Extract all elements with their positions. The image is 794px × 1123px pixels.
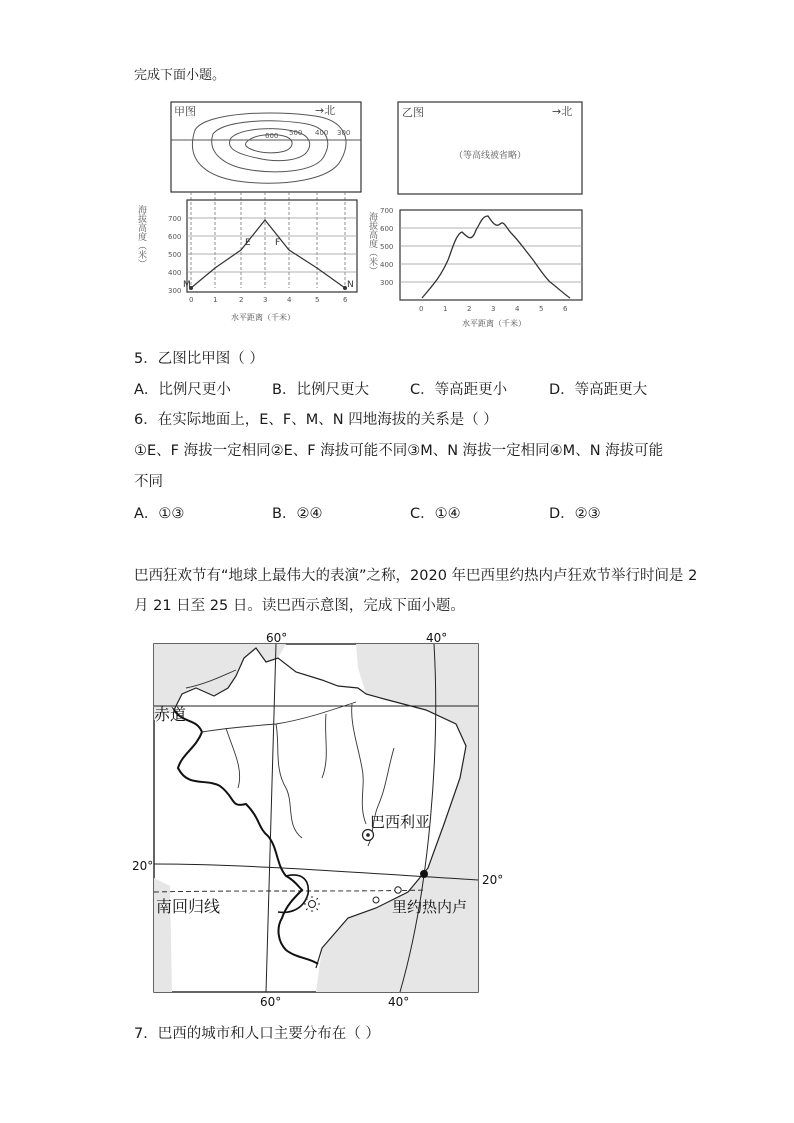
q6-stem: 6．在实际地面上，E、F、M、N 四地海拔的关系是（ ） (134, 412, 498, 428)
intersection-dot (420, 870, 428, 878)
figure-jia-svg (165, 100, 365, 332)
equator-label: 赤道 (154, 705, 187, 724)
x-tick: 0 (419, 305, 424, 313)
q5-option-d[interactable]: D．等高距更大 (549, 382, 648, 398)
q5-option-c[interactable]: C．等高距更小 (410, 382, 508, 398)
y-tick: 500 (380, 243, 394, 251)
figure-jia (165, 100, 365, 332)
figure-title: 甲图 (174, 105, 196, 118)
figure-yi-svg (370, 100, 590, 332)
q6-option-d[interactable]: D．②③ (549, 506, 601, 522)
q6-body-line1: ①E、F 海拔一定相同②E、F 海拔可能不同③M、N 海拔一定相同④M、N 海拔可能 (134, 443, 664, 459)
x-axis-label: 水平距离（千米） (462, 319, 526, 328)
y-tick: 700 (380, 207, 394, 215)
lon-60-bottom: 60° (260, 995, 282, 1009)
point-f-label: F (275, 238, 281, 248)
lat-20-left: 20° (132, 859, 154, 873)
y-tick: 500 (168, 251, 182, 259)
intro-text: 完成下面小题。 (134, 68, 226, 83)
point-n-label: N (347, 280, 354, 290)
y-axis-label-jia: 海拔高度（米） (136, 205, 146, 268)
x-tick: 4 (287, 296, 292, 304)
y-tick: 600 (380, 225, 394, 233)
x-tick: 1 (443, 305, 448, 313)
x-tick: 0 (189, 296, 194, 304)
q5-stem: 5．乙图比甲图（ ） (134, 351, 264, 367)
tropic-label: 南回归线 (156, 897, 221, 916)
point-m-label: M (183, 280, 191, 290)
contour-label: 300 (337, 129, 351, 137)
q6-option-c[interactable]: C．①④ (410, 506, 461, 522)
y-tick: 300 (380, 279, 394, 287)
rio-label: 里约热内卢 (392, 898, 468, 916)
y-tick: 400 (380, 261, 394, 269)
q6-option-a[interactable]: A．①③ (134, 506, 185, 522)
rio-marker-icon (395, 887, 401, 893)
brazil-map (126, 628, 506, 1012)
lon-40-bottom: 40° (388, 995, 410, 1009)
y-tick: 300 (168, 287, 182, 295)
q6-body-line2: 不同 (134, 474, 163, 490)
brazil-intro-line2: 月 21 日至 25 日。读巴西示意图，完成下面小题。 (134, 598, 465, 614)
brazil-intro-line1: 巴西狂欢节有“地球上最伟大的表演”之称，2020 年巴西里约热内卢狂欢节举行时间是 2 (134, 568, 698, 584)
y-tick: 600 (168, 233, 182, 241)
city-marker-icon (373, 897, 379, 903)
lon-40-top: 40° (426, 631, 448, 645)
x-tick: 2 (467, 305, 472, 313)
q5-option-b[interactable]: B．比例尺更大 (272, 382, 369, 398)
x-tick: 1 (213, 296, 218, 304)
x-tick: 5 (539, 305, 544, 313)
x-axis-label: 水平距离（千米） (231, 313, 295, 322)
q7-stem: 7．巴西的城市和人口主要分布在（ ） (134, 1026, 380, 1042)
contour-label: 400 (315, 129, 329, 137)
y-tick: 400 (168, 269, 182, 277)
x-tick: 2 (239, 296, 244, 304)
lat-20-right: 20° (482, 873, 504, 887)
x-tick: 3 (491, 305, 496, 313)
figure-title: 乙图 (402, 106, 424, 119)
lon-60-top: 60° (266, 631, 288, 645)
contour-label: 500 (289, 129, 303, 137)
contour-300 (192, 113, 346, 183)
y-axis-label-yi: 海拔高度（米） (367, 212, 377, 275)
x-tick: 5 (315, 296, 320, 304)
north-arrow-icon: →北 (315, 104, 336, 117)
q6-option-b[interactable]: B．②④ (272, 506, 323, 522)
north-arrow-icon: →北 (552, 105, 573, 118)
q5-option-a[interactable]: A．比例尺更小 (134, 382, 231, 398)
x-tick: 3 (263, 296, 268, 304)
figure-yi (370, 100, 590, 332)
x-tick: 4 (515, 305, 520, 313)
omitted-note: （等高线被省略） (454, 151, 527, 161)
brasilia-label: 巴西利亚 (370, 813, 431, 831)
x-tick: 6 (563, 305, 568, 313)
contour-label: 600 (265, 132, 279, 140)
x-tick: 6 (343, 296, 348, 304)
brazil-map-svg (126, 628, 506, 1012)
point-e-label: E (245, 238, 251, 248)
y-tick: 700 (168, 215, 182, 223)
